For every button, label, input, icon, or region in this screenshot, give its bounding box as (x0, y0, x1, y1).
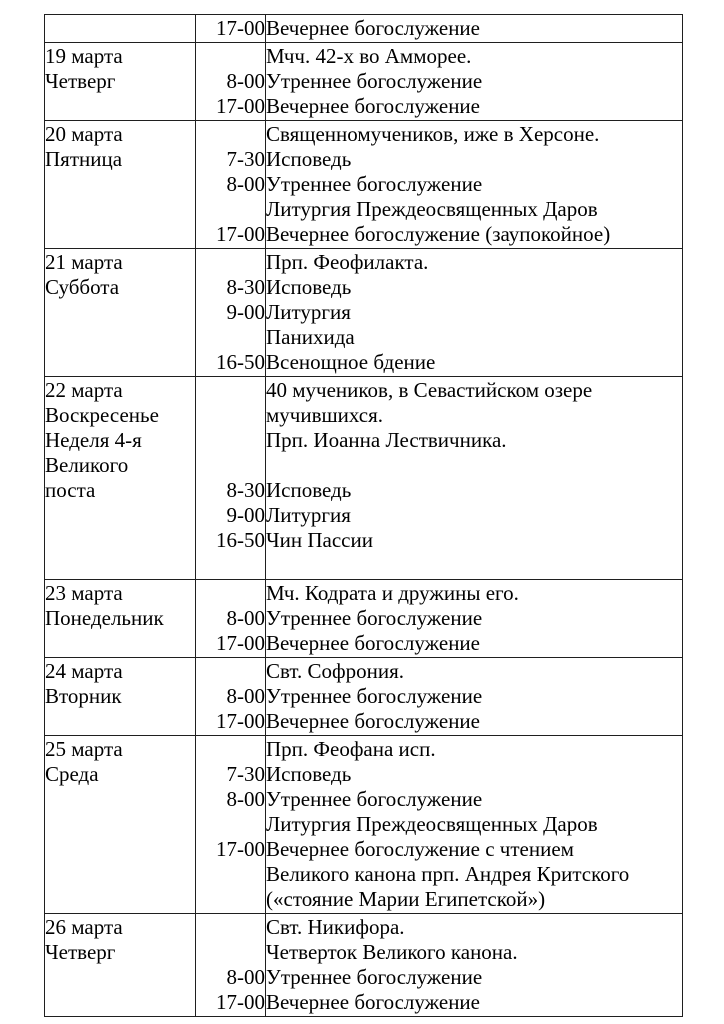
service-time (196, 325, 265, 350)
date-line: Неделя 4-я (45, 428, 142, 452)
service-description: Вечернее богослужение (266, 94, 480, 118)
service-description (266, 553, 682, 578)
service-time (196, 197, 265, 222)
service-description: Прп. Иоанна Лествичника. (266, 428, 507, 452)
service-time: 8-00 (226, 69, 265, 93)
service-description: Чин Пассии (266, 528, 373, 552)
service-description: Мчч. 42-х во Амморее. (266, 44, 472, 68)
service-cell (266, 736, 683, 914)
service-description: Великого канона прп. Андрея Критского (266, 862, 630, 886)
service-description: Исповедь (266, 275, 352, 299)
date-line: Великого (45, 453, 129, 477)
schedule-row (45, 914, 683, 1017)
schedule-row (45, 580, 683, 658)
service-time (196, 428, 265, 453)
service-description: Литургия Преждеосвященных Даров (266, 197, 598, 221)
service-cell (266, 121, 683, 249)
schedule-row (45, 736, 683, 914)
service-schedule-table (44, 14, 683, 1017)
service-description: Вечернее богослужение (266, 990, 480, 1014)
service-cell (266, 15, 683, 43)
time-cell (196, 658, 266, 736)
service-description: Утреннее богослужение (266, 787, 483, 811)
service-cell (266, 43, 683, 121)
time-cell (196, 121, 266, 249)
service-time: 8-00 (226, 172, 265, 196)
service-time: 7-30 (226, 147, 265, 171)
date-line: 21 марта (45, 250, 123, 274)
service-time: 16-50 (216, 350, 265, 374)
service-description: Четверток Великого канона. (266, 940, 518, 964)
service-cell (266, 249, 683, 377)
time-cell (196, 580, 266, 658)
time-cell (196, 914, 266, 1017)
service-description: Утреннее богослужение (266, 69, 483, 93)
service-description: Литургия Преждеосвященных Даров (266, 812, 598, 836)
date-cell (45, 121, 196, 249)
date-line: 23 марта (45, 581, 123, 605)
date-cell (45, 43, 196, 121)
date-line: 19 марта (45, 44, 123, 68)
date-cell (45, 736, 196, 914)
service-time: 8-00 (226, 787, 265, 811)
service-description: Вечернее богослужение (266, 631, 480, 655)
service-time: 17-00 (216, 16, 265, 40)
schedule-row (45, 121, 683, 249)
date-cell (45, 377, 196, 580)
service-time: 17-00 (216, 94, 265, 118)
service-description: Вечернее богослужение (заупокойное) (266, 222, 611, 246)
service-time (196, 403, 265, 428)
date-line: 25 марта (45, 737, 123, 761)
time-cell (196, 15, 266, 43)
date-cell (45, 249, 196, 377)
service-description: Исповедь (266, 762, 352, 786)
service-time: 8-30 (226, 275, 265, 299)
service-cell (266, 658, 683, 736)
service-description: Утреннее богослужение (266, 172, 483, 196)
schedule-row (45, 249, 683, 377)
service-description: Исповедь (266, 478, 352, 502)
service-time (196, 940, 265, 965)
service-description: мучившихся. (266, 403, 384, 427)
service-time (196, 378, 265, 403)
service-description: Литургия (266, 300, 351, 324)
time-cell (196, 736, 266, 914)
schedule-table-body (45, 15, 683, 1017)
service-time: 17-00 (216, 631, 265, 655)
service-time (196, 915, 265, 940)
time-cell (196, 249, 266, 377)
date-line: 26 марта (45, 915, 123, 939)
schedule-row (45, 15, 683, 43)
time-cell (196, 43, 266, 121)
schedule-row (45, 377, 683, 580)
service-description: Свт. Никифора. (266, 915, 405, 939)
date-line: Четверг (45, 69, 116, 93)
service-time: 16-50 (216, 528, 265, 552)
date-cell (45, 580, 196, 658)
service-time: 17-00 (216, 222, 265, 246)
service-description: Прп. Феофана исп. (266, 737, 436, 761)
service-description: Вечернее богослужение (266, 709, 480, 733)
schedule-row (45, 43, 683, 121)
date-cell (45, 15, 196, 43)
service-time (196, 812, 265, 837)
service-description: Вечернее богослужение с чтением (266, 837, 574, 861)
service-time: 9-00 (226, 300, 265, 324)
service-description: («стояние Марии Египетской») (266, 887, 546, 911)
service-description: Утреннее богослужение (266, 684, 483, 708)
service-description: Священномучеников, иже в Херсоне. (266, 122, 600, 146)
service-description: Утреннее богослужение (266, 965, 483, 989)
service-cell (266, 377, 683, 580)
service-description: Литургия (266, 503, 351, 527)
service-time (196, 581, 265, 606)
date-line: Вторник (45, 684, 122, 708)
service-time: 8-00 (226, 684, 265, 708)
service-time (196, 44, 265, 69)
date-cell (45, 914, 196, 1017)
service-description: Вечернее богослужение (266, 16, 480, 40)
date-cell (45, 658, 196, 736)
service-time (196, 453, 265, 478)
service-time (196, 887, 265, 912)
service-time: 8-00 (226, 606, 265, 630)
service-description: Свт. Софрония. (266, 659, 404, 683)
schedule-row (45, 658, 683, 736)
date-line: поста (45, 478, 96, 502)
service-description: Прп. Феофилакта. (266, 250, 429, 274)
service-time: 9-00 (226, 503, 265, 527)
service-time (196, 250, 265, 275)
date-line: 20 марта (45, 122, 123, 146)
service-description: 40 мучеников, в Севастийском озере (266, 378, 593, 402)
service-time (196, 737, 265, 762)
service-time: 7-30 (226, 762, 265, 786)
service-description: Всенощное бдение (266, 350, 436, 374)
service-time (196, 553, 265, 578)
date-line: Пятница (45, 147, 123, 171)
service-description: Исповедь (266, 147, 352, 171)
date-line: Четверг (45, 940, 116, 964)
time-cell (196, 377, 266, 580)
service-cell (266, 914, 683, 1017)
date-line: Понедельник (45, 606, 164, 630)
date-line: 24 марта (45, 659, 123, 683)
service-time (196, 659, 265, 684)
date-line: Среда (45, 762, 99, 786)
service-description (266, 453, 682, 478)
service-time: 17-00 (216, 837, 265, 861)
date-line: 22 марта (45, 378, 123, 402)
date-line: Суббота (45, 275, 120, 299)
service-time: 8-30 (226, 478, 265, 502)
service-time (196, 862, 265, 887)
service-description: Панихида (266, 325, 355, 349)
service-time: 17-00 (216, 709, 265, 733)
date-line: Воскресенье (45, 403, 159, 427)
service-cell (266, 580, 683, 658)
service-time (196, 122, 265, 147)
service-description: Утреннее богослужение (266, 606, 483, 630)
service-description: Мч. Кодрата и дружины его. (266, 581, 519, 605)
service-time: 17-00 (216, 990, 265, 1014)
service-time: 8-00 (226, 965, 265, 989)
